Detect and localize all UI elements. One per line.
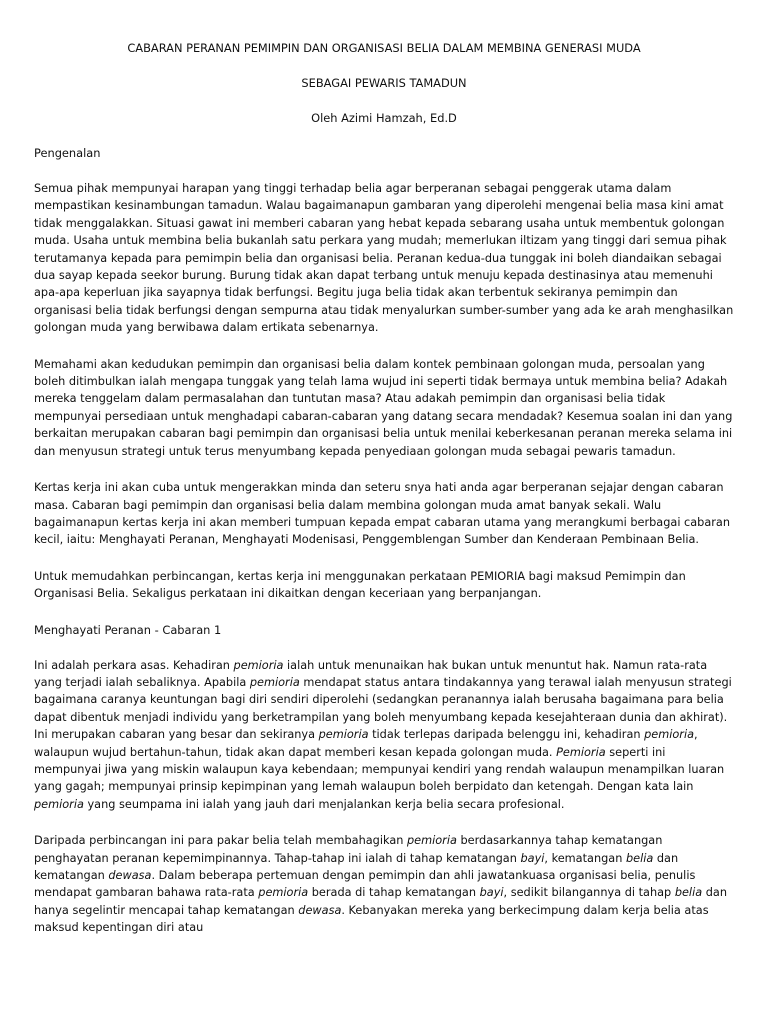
text-run: . Kebanyakan mereka yang berkecimpung dalam kerja belia atas maksud kepentingan diri atau (34, 903, 709, 935)
text-run: , kematangan (544, 851, 626, 865)
paragraph-4: Untuk memudahkan perbincangan, kertas kerja ini menggunakan perkataan PEMIORIA bagi maksud Pemimpin dan Organisasi Belia. Sekaligus perkataan ini dikaitkan dengan keceriaan yang berpanjangan. (34, 569, 686, 601)
text-run: , walaupun wujud bertahun-tahun, tidak akan dapat memberi kesan kepada golongan muda. (34, 728, 698, 759)
heading-intro: Pengenalan (34, 146, 101, 160)
text-run: Daripada perbincangan ini para pakar belia telah membahagikan (34, 834, 407, 848)
text-run: Ini adalah perkara asas. Kehadiran (34, 658, 234, 672)
text-run: dan hanya segelintir mencapai tahap kematangan (34, 886, 727, 917)
italic-term: pemioria (249, 675, 300, 689)
italic-term: Pemioria (556, 745, 606, 759)
text-run: seperti ini mempunyai jiwa yang miskin walaupun kaya kebendaan; mempunyai kendiri yang rendah walaupun menampilkan luaran yang gagah; mempunyai prinsip kepimpinan yang lemah walaupun boleh berpidato dan ketengah. Dengan kata lain (34, 745, 725, 794)
text-run: dan kematangan (34, 851, 679, 882)
italic-term: pemioria (318, 728, 369, 742)
heading-section-1: Menghayati Peranan - Cabaran 1 (34, 622, 222, 637)
text-run: ialah untuk menunaikan hak bukan untuk menuntut hak. Namun rata-rata yang terjadi ialah sebaliknya. Apabila (34, 658, 708, 689)
paragraph-5 (34, 657, 734, 814)
paragraph-6 (34, 832, 734, 936)
italic-term: pemioria (34, 797, 84, 811)
italic-term: belia (625, 851, 654, 865)
text-run: , sedikit bilangannya di tahap (503, 886, 675, 900)
text-run: mendapat status antara tindakannya yang terawal ialah menyusun strategi bagaimana caranya keuntungan bagi diri sendiri diperolehi (sedangkan peranannya ialah berusaha bagaimana para belia dapat dibentuk menjadi individu yang berketrampilan yang boleh menyumbang kepada kesejahteraan dunia dan akhirat). Ini merupakan cabaran yang besar dan sekiranya (34, 675, 732, 742)
text-run: berada di tahap kematangan (308, 886, 480, 900)
text-run: . Dalam beberapa pertemuan dengan pemimpin dan ahli jawatankuasa organisasi belia, penulis mendapat gambaran bahawa rata-rata (34, 869, 696, 900)
text-run: tidak terlepas daripada belenggu ini, kehadiran (368, 728, 645, 742)
document-title-line1: CABARAN PERANAN PEMIMPIN DAN ORGANISASI BELIA DALAM MEMBINA GENERASI MUDA (127, 41, 641, 55)
italic-term: dewasa (298, 903, 342, 917)
paragraph-2: Memahami akan kedudukan pemimpin dan organisasi belia dalam kontek pembinaan golongan muda, persoalan yang boleh ditimbulkan ialah mengapa tunggak yang telah lama wujud ini seperti tidak bermaya untuk membina belia? Adakah mereka tenggelam dalam permasalahan dan tuntutan masa? Atau adakah pemimpin dan organisasi belia tidak mempunyai persediaan untuk menghadapi cabaran-cabaran yang datang secara mendadak? Kesemua soalan ini dan yang berkaitan merupakan cabaran bagi pemimpin dan organisasi belia untuk menilai keberkesanan peranan mereka selama ini dan menyusun strategi untuk terus menyumbang kepada penyediaan golongan muda sebagai pewaris tamadun. (34, 357, 733, 458)
italic-term: dewasa (108, 869, 152, 882)
text-run: berdasarkannya tahap kematangan penghayatan peranan kepemimpinannya. Tahap-tahap ini ialah di tahap kematangan (34, 834, 663, 865)
italic-term: pemioria (233, 658, 284, 672)
italic-term: pemioria (258, 886, 309, 900)
text-run: yang seumpama ini ialah yang jauh dari menjalankan kerja belia secara profesional. (83, 797, 565, 811)
italic-term: bayi (479, 886, 504, 900)
italic-term: bayi (520, 851, 545, 865)
italic-term: pemioria (644, 728, 695, 742)
author-line: Oleh Azimi Hamzah, Ed.D (311, 111, 457, 125)
italic-term: pemioria (407, 834, 457, 848)
paragraph-1: Semua pihak mempunyai harapan yang tinggi terhadap belia agar berperanan sebagai penggerak utama dalam mempastikan kesinambungan tamadun. Walau bagaimanapun gambaran yang diperolehi mengenai belia masa kini amat tidak menggalakkan. Situasi gawat ini memberi cabaran yang hebat kepada sebarang usaha untuk membentuk golongan muda. Usaha untuk membina belia bukanlah satu perkara yang mudah; memerlukan iltizam yang tinggi dari semua pihak terutamanya kepada para pemimpin belia dan organisasi belia. Peranan kedua-dua tunggak ini boleh diandaikan sebagai dua sayap kepada seekor burung. Burung tidak akan dapat terbang untuk menuju kepada destinasinya atau memenuhi apa-apa keperluan jika sayapnya tidak berfungsi. Begitu juga belia tidak akan terbentuk sekiranya pemimpin dan organisasi belia tidak berfungsi dengan sempurna atau tidak menyalurkan sumber-sumber yang ada ke arah menghasilkan golongan muda yang berwibawa dalam ertikata sebenarnya. (34, 182, 734, 335)
document-title-line2: SEBAGAI PEWARIS TAMADUN (301, 76, 467, 90)
paragraph-3: Kertas kerja ini akan cuba untuk mengerakkan minda dan seteru snya hati anda agar berperanan sejajar dengan cabaran masa. Cabaran bagi pemimpin dan organisasi belia dalam membina golongan muda amat banyak sekali. Walu bagaimanapun kertas kerja ini akan memberi tumpuan kepada empat cabaran utama yang merangkumi berbagai cabaran kecil, iaitu: Menghayati Peranan, Menghayati Modenisasi, Penggemblengan Sumber dan Kenderaan Pembinaan Belia. (34, 481, 731, 547)
italic-term: belia (674, 886, 703, 900)
